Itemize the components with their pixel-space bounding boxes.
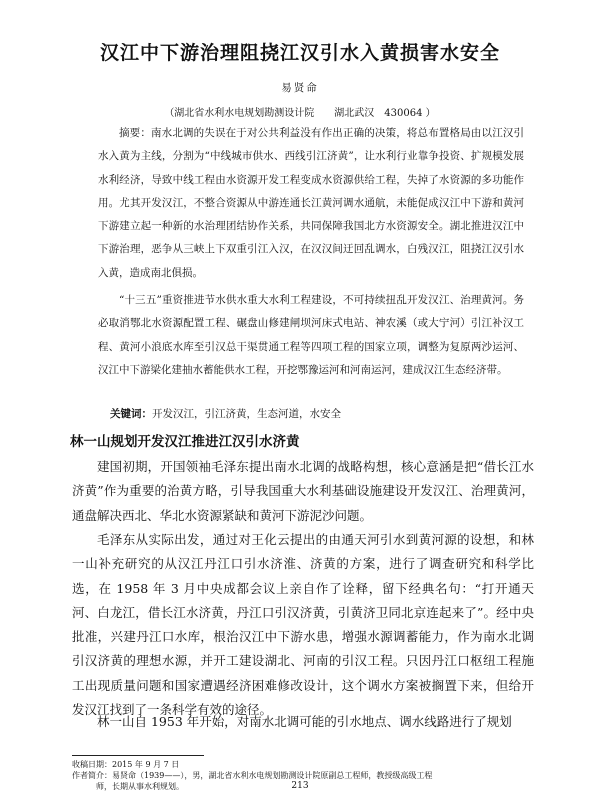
keywords-label: 关键词： — [110, 408, 152, 420]
footnote-bio-line-2: 师，长期从事水利规划。 — [96, 782, 184, 791]
body-paragraph-3: 林一山自 1953 年开始，对南水北调可能的引水地点、调水线路进行了规划 — [97, 714, 512, 729]
author-affiliation: （湖北省水利水电规划勘测设计院 湖北武汉 430064 ） — [164, 108, 436, 119]
author-name: 易贤命 — [281, 82, 319, 94]
abstract-paragraph-2: “十三五”重资推进节水供水重大水利工程建设，不可持续扭乱开发汉江、治理黄河。务必取消鄂北水资源配置工程、碾盘山修建闸坝河床式电站、神农溪（或大宁河）引江补汉工程、黄河小浪底水库至引汉总干渠贯通工程等四项工程的国家立项，调整为复原两沙运河、汉江中下游梁化建抽水蓄能供水工程，开挖鄂豫运河和河南运河，建成汉江生态经济带。 — [98, 294, 524, 376]
body-paragraph-2: 毛泽东从实际出发，通过对王化云提出的由通天河引水到黄河源的设想，和林一山补充研究的从汉江丹江口引水济淮、济黄的方案，进行了调查研究和科学比选，在 1958 年 3 月中央成都会议上亲自作了诠释，留下经典名句：“打开通天河、白龙江，借长江水济黄，丹江口引汉济黄，引黄济卫同北京连起来了”。经中央批准，兴建丹江口水库，根治汉江中下游水患，增强水源调蓄能力，作为南水北调引汉济黄的理想水源，并开工建设湖北、河南的引汉工程。只因丹江口枢纽工程施工出现质量问题和国家遭遇经济困难修改设计，这个调水方案被搁置下来，但给开发汉江找到了一条科学有效的途径。 — [72, 532, 534, 718]
abstract-paragraph-1 — [98, 122, 524, 285]
footnote-received: 收稿日期：2015 年 9 月 7 日 — [72, 760, 180, 769]
body-paragraph-1: 建国初期，开国领袖毛泽东提出南水北调的战略构想，核心意涵是把“借长江水济黄”作为重要的治黄方略，引导我国重大水利基础设施建设开发汉江、治理黄河，通盘解决西北、华北水资源紧缺和黄河下游泥沙问题。 — [72, 459, 534, 523]
paper-title: 汉江中下游治理阻挠江汉引水入黄损害水安全 — [99, 42, 500, 64]
section-heading: 林一山规划开发汉江推进江汉引水济黄 — [70, 434, 300, 450]
footnote-divider — [72, 755, 204, 756]
page-number: 213 — [291, 781, 309, 791]
keywords — [110, 406, 341, 421]
abstract-label: 摘要： — [119, 127, 151, 139]
keywords-text: 开发汉江，引江济黄，生态河道，水安全 — [152, 408, 341, 420]
abstract-text-1: 南水北调的失误在于对公共利益没有作出正确的决策，将总布置格局由以江汉引水入黄为主线，分割为“中线城市供水、西线引江济黄”，让水利行业靠争投资、扩规模发展水利经济，导致中线工程由水资源开发工程变成水资源供给工程，失掉了水资源的多功能作用。尤其开发汉江，不整合资源从中游连通长江黄河调水通航，未能促成汉江中下游和黄河下游建立起一种新的水治理团结协作关系，共同保障我国北方水资源安全。湖北推进汉江中下游治理，恶争从三峡上下双重引江入汉，在汉汉间迂回乱调水，白残汉江，阻挠江汉引水入黄，造成南北俱损。 — [98, 127, 525, 279]
footnote-bio-line-1: 作者简介：易贤命（1939——），男，湖北省水利水电规划勘测设计院原副总工程师，教授级高级工程 — [72, 771, 433, 780]
